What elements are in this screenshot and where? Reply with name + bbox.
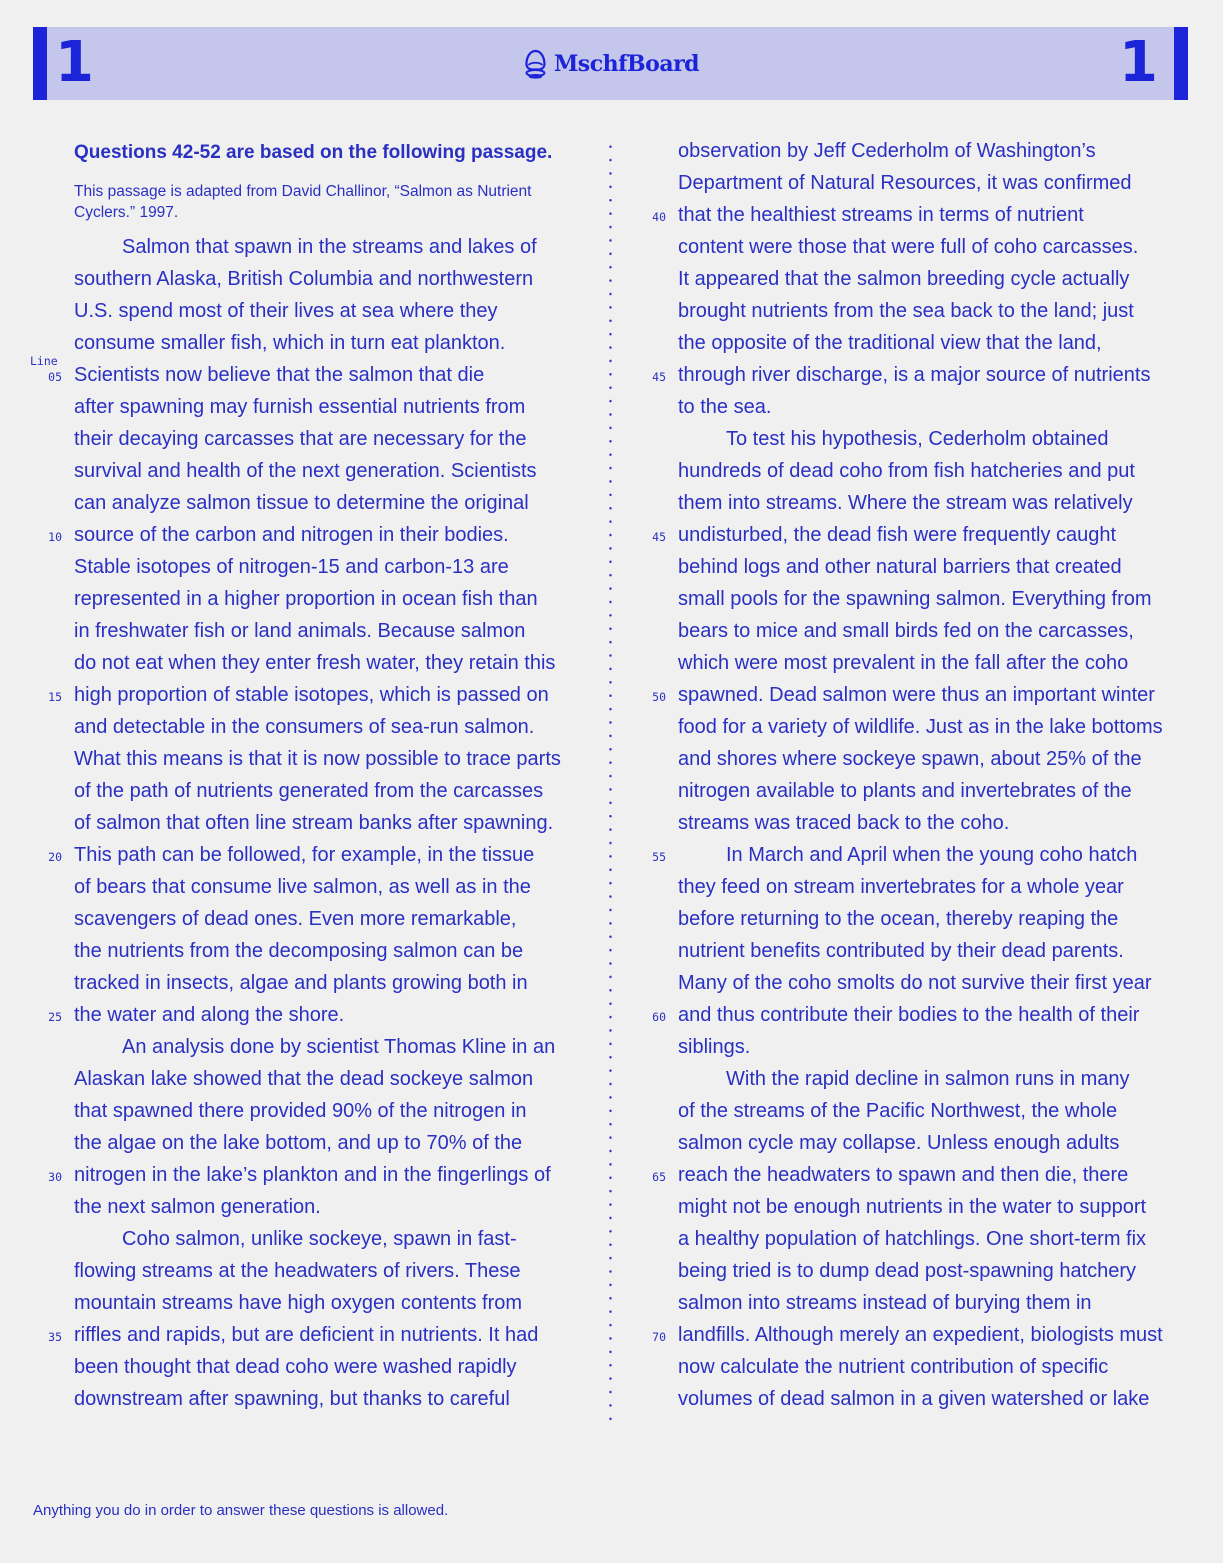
- passage-line-text: them into streams. Where the stream was relatively: [678, 492, 1133, 514]
- passage-line: [678, 1255, 1198, 1287]
- passage-line-text: behind logs and other natural barriers that created: [678, 556, 1122, 578]
- passage-line-text: southern Alaska, British Columbia and northwestern: [74, 268, 534, 290]
- passage-line: [652, 1159, 1198, 1191]
- line-label: Line: [30, 354, 58, 368]
- passage-line-text: the water and along the shore.: [74, 1004, 345, 1026]
- passage-line-text: nutrient benefits contributed by their dead parents.: [678, 940, 1124, 962]
- passage-line-text: of the streams of the Pacific Northwest, the whole: [678, 1100, 1118, 1122]
- passage-line-text: to the sea.: [678, 396, 772, 418]
- passage-line-text: the next salmon generation.: [74, 1196, 321, 1218]
- passage-line-text: brought nutrients from the sea back to the land; just: [678, 300, 1134, 322]
- passage-line: [678, 423, 1198, 455]
- passage-line: [74, 1351, 594, 1383]
- passage-line-text: volumes of dead salmon in a given watershed or lake: [678, 1388, 1150, 1410]
- passage-line-text: their decaying carcasses that are necessary for the: [74, 428, 527, 450]
- passage-line: [48, 1319, 594, 1351]
- passage-line-text: siblings.: [678, 1036, 751, 1058]
- passage-line: [678, 135, 1198, 167]
- passage-line: [678, 327, 1198, 359]
- line-number: 35: [48, 1330, 62, 1344]
- passage-line-text: undisturbed, the dead fish were frequently caught: [678, 524, 1117, 546]
- passage-line-text: An analysis done by scientist Thomas Kline in an: [122, 1036, 556, 1058]
- passage-line: [74, 1063, 594, 1095]
- passage-line: [74, 647, 594, 679]
- passage-line: [74, 487, 594, 519]
- passage-line: [678, 615, 1198, 647]
- passage-line-text: being tried is to dump dead post-spawning hatchery: [678, 1260, 1137, 1282]
- passage-line: [678, 1031, 1198, 1063]
- passage-line-text: after spawning may furnish essential nutrients from: [74, 396, 526, 418]
- passage-line-text: hundreds of dead coho from fish hatcheries and put: [678, 460, 1135, 482]
- passage-line-text: riffles and rapids, but are deficient in nutrients. It had: [74, 1324, 539, 1346]
- column-divider: [609, 140, 612, 1425]
- passage-line-text: small pools for the spawning salmon. Everything from: [678, 588, 1152, 610]
- passage-line-text: Scientists now believe that the salmon that die: [74, 364, 485, 386]
- passage-line: [74, 935, 594, 967]
- line-number: 65: [652, 1170, 666, 1184]
- passage-line: [678, 1095, 1198, 1127]
- passage-line-text: before returning to the ocean, thereby reaping the: [678, 908, 1119, 930]
- passage-line: [74, 423, 594, 455]
- passage-line: [74, 1127, 594, 1159]
- passage-line-text: scavengers of dead ones. Even more remarkable,: [74, 908, 517, 930]
- passage-line-text: in freshwater fish or land animals. Because salmon: [74, 620, 526, 642]
- passage-line: [48, 1159, 594, 1191]
- line-number: 15: [48, 690, 62, 704]
- passage-line: [652, 519, 1198, 551]
- line-number: 40: [652, 210, 666, 224]
- passage-line: [678, 1063, 1198, 1095]
- passage-line: [74, 903, 594, 935]
- passage-line: [678, 455, 1198, 487]
- passage-line: [678, 1127, 1198, 1159]
- passage-line: [30, 354, 594, 391]
- passage-line: [74, 1223, 594, 1255]
- passage-line-text: salmon into streams instead of burying them in: [678, 1292, 1092, 1314]
- passage-line-text: and detectable in the consumers of sea-run salmon.: [74, 716, 535, 738]
- passage-line-text: they feed on stream invertebrates for a whole year: [678, 876, 1124, 898]
- passage-line-text: which were most prevalent in the fall after the coho: [678, 652, 1129, 674]
- line-number: 25: [48, 1010, 62, 1024]
- passage-line-text: might not be enough nutrients in the water to support: [678, 1196, 1147, 1218]
- passage-line: [678, 583, 1198, 615]
- passage-line: [74, 295, 594, 327]
- passage-line: [678, 551, 1198, 583]
- passage-line-text: spawned. Dead salmon were thus an important winter: [678, 684, 1155, 706]
- passage-line-text: What this means is that it is now possible to trace parts: [74, 748, 561, 770]
- acorn-logo-icon: [522, 49, 548, 79]
- passage-line: [74, 743, 594, 775]
- line-number: 55: [652, 850, 666, 864]
- passage-line: [678, 167, 1198, 199]
- passage-line: [678, 1191, 1198, 1223]
- passage-line: [678, 263, 1198, 295]
- passage-line-text: It appeared that the salmon breeding cycle actually: [678, 268, 1130, 290]
- passage-line: [678, 1351, 1198, 1383]
- passage-line-text: Coho salmon, unlike sockeye, spawn in fast-: [122, 1228, 517, 1250]
- passage-line-text: reach the headwaters to spawn and then die, there: [678, 1164, 1129, 1186]
- passage-line: [74, 1383, 594, 1415]
- passage-line-text: In March and April when the young coho hatch: [726, 844, 1138, 866]
- line-number: 45: [652, 530, 666, 544]
- brand: [522, 27, 699, 100]
- passage-line-text: through river discharge, is a major source of nutrients: [678, 364, 1151, 386]
- passage-line: [678, 775, 1198, 807]
- passage-line: [74, 615, 594, 647]
- passage-line-text: food for a variety of wildlife. Just as in the lake bottoms: [678, 716, 1163, 738]
- passage-line: [652, 199, 1198, 231]
- passage-line-text: Stable isotopes of nitrogen-15 and carbon-13 are: [74, 556, 509, 578]
- passage-line-text: observation by Jeff Cederholm of Washington’s: [678, 140, 1096, 162]
- passage-line: [74, 967, 594, 999]
- passage-line: [74, 327, 594, 359]
- passage-line: [678, 487, 1198, 519]
- passage-line-text: downstream after spawning, but thanks to careful: [74, 1388, 510, 1410]
- passage-line: [74, 455, 594, 487]
- section-number-left: 1: [55, 30, 92, 95]
- passage-line: [74, 1095, 594, 1127]
- passage-line-text: do not eat when they enter fresh water, they retain this: [74, 652, 556, 674]
- left-column-lines: [30, 231, 594, 1415]
- passage-line-text: salmon cycle may collapse. Unless enough adults: [678, 1132, 1120, 1154]
- passage-line-text: source of the carbon and nitrogen in their bodies.: [74, 524, 509, 546]
- passage-line: [48, 839, 594, 871]
- passage-line-text: of the path of nutrients generated from the carcasses: [74, 780, 544, 802]
- passage-line: [652, 359, 1198, 391]
- passage-line: [74, 711, 594, 743]
- passage-line: [74, 231, 594, 263]
- passage-line: [652, 679, 1198, 711]
- line-number: 10: [48, 530, 62, 544]
- passage-line: [678, 1383, 1198, 1415]
- passage-line: [652, 839, 1198, 871]
- passage-line: [678, 807, 1198, 839]
- passage-line-text: nitrogen available to plants and invertebrates of the: [678, 780, 1132, 802]
- section-header: [33, 27, 1188, 100]
- passage-line-text: the algae on the lake bottom, and up to 70% of the: [74, 1132, 523, 1154]
- passage-line: [678, 967, 1198, 999]
- passage-line: [74, 583, 594, 615]
- line-number: 30: [48, 1170, 62, 1184]
- brand-name: MschfBoard: [553, 50, 700, 77]
- passage-line: [48, 679, 594, 711]
- passage-line: [74, 391, 594, 423]
- passage-line: [678, 231, 1198, 263]
- passage-line-text: represented in a higher proportion in ocean fish than: [74, 588, 538, 610]
- passage-line-text: tracked in insects, algae and plants growing both in: [74, 972, 528, 994]
- passage-line-text: nitrogen in the lake’s plankton and in the fingerlings of: [74, 1164, 551, 1186]
- right-accent-bar: [1174, 27, 1188, 100]
- passage-line: [74, 807, 594, 839]
- line-number: 45: [652, 370, 666, 384]
- passage-line: [678, 743, 1198, 775]
- passage-line: [74, 1191, 594, 1223]
- passage-line-text: survival and health of the next generation. Scientists: [74, 460, 537, 482]
- passage-line: [652, 999, 1198, 1031]
- right-column-lines: [652, 135, 1198, 1415]
- line-number: 20: [48, 850, 62, 864]
- passage-line: [48, 519, 594, 551]
- passage-line-text: that spawned there provided 90% of the nitrogen in: [74, 1100, 527, 1122]
- line-number: 50: [652, 690, 666, 704]
- passage-line: [678, 711, 1198, 743]
- passage-line-text: the nutrients from the decomposing salmon can be: [74, 940, 524, 962]
- passage-line-text: of bears that consume live salmon, as well as in the: [74, 876, 531, 898]
- passage-line: [678, 1223, 1198, 1255]
- passage-line-text: high proportion of stable isotopes, which is passed on: [74, 684, 549, 706]
- passage-line-text: now calculate the nutrient contribution of specific: [678, 1356, 1109, 1378]
- passage-line: [74, 1255, 594, 1287]
- line-number: 05: [48, 370, 62, 384]
- passage-line-text: mountain streams have high oxygen contents from: [74, 1292, 523, 1314]
- passage-line: [74, 871, 594, 903]
- passage-left-column: [30, 135, 594, 1415]
- passage-line: [74, 263, 594, 295]
- passage-line: [678, 295, 1198, 327]
- left-accent-bar: [33, 27, 47, 100]
- passage-line-text: This path can be followed, for example, in the tissue: [74, 844, 535, 866]
- passage-line: [678, 1287, 1198, 1319]
- passage-line-text: content were those that were full of coho carcasses.: [678, 236, 1139, 258]
- footer-note: Anything you do in order to answer these questions is allowed.: [33, 1502, 449, 1519]
- passage-line-text: Department of Natural Resources, it was confirmed: [678, 172, 1132, 194]
- passage-line: [678, 903, 1198, 935]
- passage-line-text: a healthy population of hatchlings. One short-term fix: [678, 1228, 1147, 1250]
- passage-line-text: and shores where sockeye spawn, about 25% of the: [678, 748, 1142, 770]
- passage-line-text: With the rapid decline in salmon runs in many: [726, 1068, 1130, 1090]
- line-number: 70: [652, 1330, 666, 1344]
- passage-line-text: and thus contribute their bodies to the health of their: [678, 1004, 1140, 1026]
- passage-line: [678, 647, 1198, 679]
- passage-title: Questions 42-52 are based on the following passage.: [74, 142, 553, 163]
- passage-line-text: Many of the coho smolts do not survive their first year: [678, 972, 1152, 994]
- passage-right-column: [652, 135, 1198, 1415]
- passage-line-text: Salmon that spawn in the streams and lakes of: [122, 236, 537, 258]
- passage-line: [74, 1287, 594, 1319]
- passage-line: [48, 999, 594, 1031]
- passage-line-text: Alaskan lake showed that the dead sockeye salmon: [74, 1068, 534, 1090]
- passage-source: This passage is adapted from David Challinor, “Salmon as Nutrient Cyclers.” 1997.: [74, 183, 532, 221]
- passage-line: [74, 775, 594, 807]
- passage-line: [74, 1031, 594, 1063]
- passage-line: [678, 391, 1198, 423]
- passage-line-text: of salmon that often line stream banks after spawning.: [74, 812, 554, 834]
- passage-line-text: streams was traced back to the coho.: [678, 812, 1010, 834]
- passage-line-text: consume smaller fish, which in turn eat plankton.: [74, 332, 506, 354]
- passage-line-text: U.S. spend most of their lives at sea where they: [74, 300, 498, 322]
- passage-line-text: landfills. Although merely an expedient, biologists must: [678, 1324, 1163, 1346]
- passage-line-text: been thought that dead coho were washed rapidly: [74, 1356, 517, 1378]
- passage-line-text: flowing streams at the headwaters of rivers. These: [74, 1260, 521, 1282]
- passage-line-text: To test his hypothesis, Cederholm obtained: [726, 428, 1109, 450]
- passage-line-text: that the healthiest streams in terms of nutrient: [678, 204, 1084, 226]
- passage-line-text: bears to mice and small birds fed on the carcasses,: [678, 620, 1134, 642]
- passage-line: [652, 1319, 1198, 1351]
- passage-line: [678, 935, 1198, 967]
- passage-line-text: can analyze salmon tissue to determine the original: [74, 492, 529, 514]
- passage-line: [74, 551, 594, 583]
- passage-line: [678, 871, 1198, 903]
- line-number: 60: [652, 1010, 666, 1024]
- passage-line-text: the opposite of the traditional view that the land,: [678, 332, 1102, 354]
- section-number-right: 1: [1119, 30, 1156, 95]
